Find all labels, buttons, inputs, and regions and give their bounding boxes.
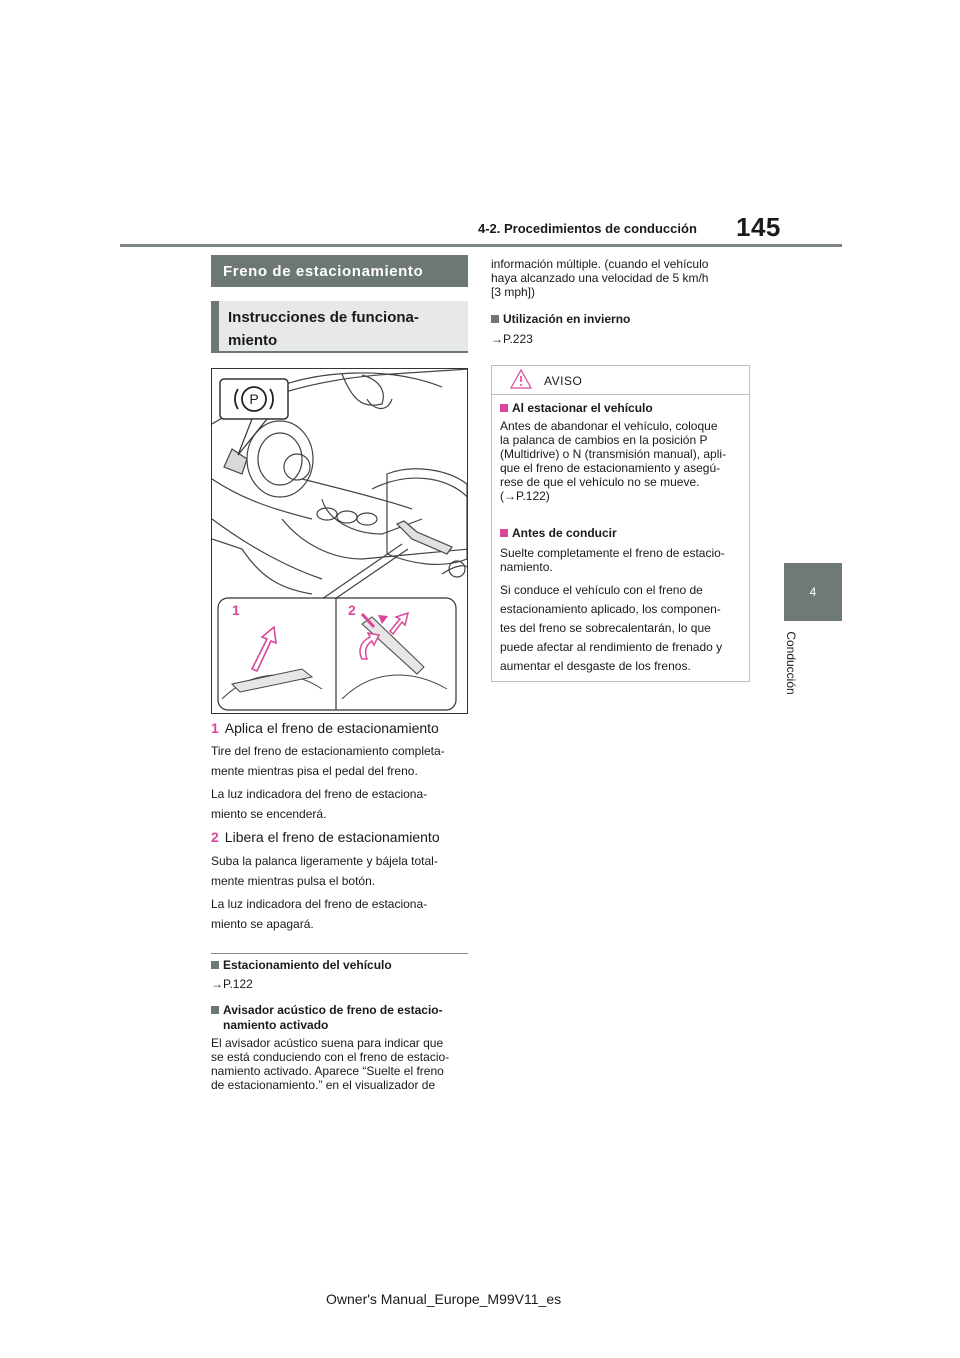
warning-item-2-title: Antes de conducir (500, 526, 617, 540)
body-line: El avisador acústico suena para indicar que (211, 1036, 444, 1050)
step-line: Suba la palanca ligeramente y bájela total- (211, 854, 438, 868)
step-title: Libera el freno de estacionamiento (224, 829, 440, 845)
section-divider (211, 953, 468, 954)
note-buzzer-body (211, 1036, 473, 1092)
sub-heading (211, 301, 468, 353)
warning-title: AVISO (544, 374, 583, 388)
note-buzzer-continued (491, 257, 751, 299)
step-line: La luz indicadora del freno de estaciona- (211, 897, 428, 911)
note-buzzer-title: Avisador acústico de freno de estacio- namiento activado (211, 1003, 443, 1033)
bullet-square-icon (500, 529, 508, 537)
body-line: tes del freno se sobrecalentarán, lo que (500, 621, 711, 635)
warning-item-1-body (500, 419, 744, 503)
body-line: haya alcanzado una velocidad de 5 km/h (491, 271, 709, 285)
parking-brake-figure (211, 368, 468, 714)
body-line: información múltiple. (cuando el vehículo (491, 257, 709, 271)
body-line: aumentar el desgaste de los frenos. (500, 659, 691, 673)
body-line: namiento. (500, 560, 553, 574)
main-heading: Freno de estacionamiento (211, 255, 468, 287)
figure-label-2: 2 (348, 602, 356, 618)
footer-manual-id: Owner's Manual_Europe_M99V11_es (326, 1291, 562, 1307)
body-line: de estacionamiento.” en el visualizador de (211, 1078, 436, 1092)
note-winter-title: Utilización en invierno (491, 312, 630, 327)
step-2-title (211, 829, 440, 845)
chapter-tab-label: Conducción (784, 631, 798, 695)
page-number: 145 (736, 212, 781, 242)
step-line: Tire del freno de estacionamiento completa- (211, 744, 445, 758)
step-number: 1 (211, 720, 219, 736)
bullet-square-icon (211, 961, 219, 969)
bullet-square-icon (211, 1006, 219, 1014)
warning-header (492, 366, 749, 395)
note-winter-ref: →P.223 (491, 332, 533, 346)
body-line: (→P.122) (500, 489, 550, 503)
note-parking-title: Estacionamiento del vehículo (211, 958, 392, 973)
section-title: 4-2. Procedimientos de conducción (478, 221, 697, 236)
body-line: Suelte completamente el freno de estacio- (500, 546, 725, 560)
step-line: miento se encenderá. (211, 807, 327, 821)
body-line: puede afectar al rendimiento de frenado y (500, 640, 723, 654)
body-line: rese de que el vehículo no se mueve. (500, 475, 700, 489)
warning-box (491, 365, 750, 682)
warning-triangle-icon (510, 369, 532, 389)
body-line: Si conduce el vehículo con el freno de (500, 583, 703, 597)
step-line: miento se apagará. (211, 917, 314, 931)
chapter-tab-number: 4 (809, 585, 817, 599)
step-title: Aplica el freno de estacionamiento (224, 720, 439, 736)
warning-item-1-title: Al estacionar el vehículo (500, 401, 653, 415)
header-rule (120, 244, 842, 247)
step-line: mente mientras pisa el pedal del freno. (211, 764, 418, 778)
sub-heading-line: miento (228, 332, 278, 349)
step-1-body (211, 741, 471, 824)
note-parking-ref: →P.122 (211, 977, 253, 991)
step-line: La luz indicadora del freno de estaciona- (211, 787, 428, 801)
step-1-title (211, 720, 439, 736)
bullet-square-icon (500, 404, 508, 412)
body-line: [3 mph]) (491, 285, 536, 299)
sub-heading-line: Instrucciones de funciona- (228, 309, 419, 326)
step-line: mente mientras pulsa el botón. (211, 874, 376, 888)
step-2-body (211, 851, 471, 934)
p-indicator-glyph: P (249, 391, 259, 407)
body-line: Antes de abandonar el vehículo, coloque (500, 419, 718, 433)
body-line: (Multidrive) o N (transmisión manual), apli- (500, 447, 727, 461)
bullet-square-icon (491, 315, 499, 323)
body-line: la palanca de cambios en la posición P (500, 433, 708, 447)
parking-brake-illustration (212, 369, 468, 714)
body-line: se está conduciendo con el freno de estacio- (211, 1050, 450, 1064)
figure-label-1: 1 (232, 602, 240, 618)
warning-item-2-body (500, 546, 744, 574)
chapter-tab (784, 563, 842, 621)
body-line: que el freno de estacionamiento y asegú- (500, 461, 721, 475)
body-line: namiento activado. Aparece “Suelte el freno (211, 1064, 444, 1078)
step-number: 2 (211, 829, 219, 845)
body-line: estacionamiento aplicado, los componen- (500, 602, 721, 616)
